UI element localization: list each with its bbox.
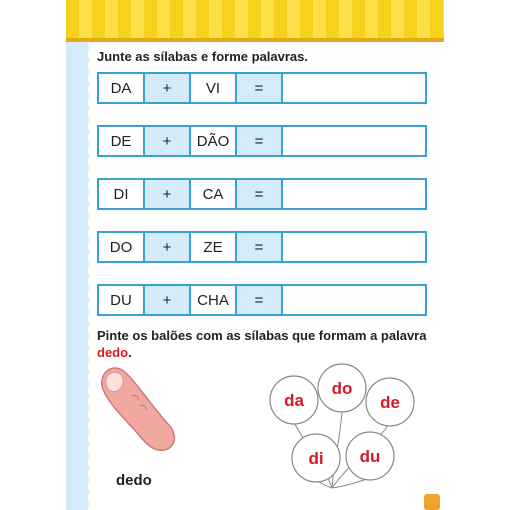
- syllable-2: ZE: [191, 233, 237, 261]
- answer-box[interactable]: [283, 286, 425, 314]
- instruction-1: Junte as sílabas e forme palavras.: [97, 49, 308, 64]
- answer-box[interactable]: [283, 233, 425, 261]
- syllable-2: VI: [191, 74, 237, 102]
- plus-sign: +: [145, 233, 191, 261]
- balloon-cluster: [262, 360, 422, 500]
- syllable-2: DÃO: [191, 127, 237, 155]
- syllable-1: DO: [99, 233, 145, 261]
- finger-illustration: [98, 362, 182, 456]
- syllable-1: DI: [99, 180, 145, 208]
- instruction-2: [97, 327, 427, 361]
- syllable-2: CHA: [191, 286, 237, 314]
- syllable-row: [97, 72, 427, 104]
- finger-label: dedo: [116, 472, 152, 489]
- equals-sign: =: [237, 127, 283, 155]
- page-number-badge: [424, 494, 440, 510]
- plus-sign: +: [145, 180, 191, 208]
- answer-box[interactable]: [283, 180, 425, 208]
- syllable-row: [97, 284, 427, 316]
- instruction-2-text: Pinte os balões com as sílabas que formam a palavra: [97, 328, 427, 343]
- equals-sign: =: [237, 180, 283, 208]
- syllable-row: [97, 231, 427, 263]
- answer-box[interactable]: [283, 127, 425, 155]
- instruction-2-period: .: [128, 345, 132, 360]
- syllable-row: [97, 125, 427, 157]
- target-word: dedo: [97, 345, 129, 360]
- finger-icon: [98, 362, 182, 456]
- balloons-svg: [262, 360, 422, 500]
- balloon-label: di: [308, 449, 324, 468]
- syllable-1: DU: [99, 286, 145, 314]
- equals-sign: =: [237, 286, 283, 314]
- syllable-1: DA: [99, 74, 145, 102]
- answer-box[interactable]: [283, 74, 425, 102]
- equals-sign: =: [237, 74, 283, 102]
- plus-sign: +: [145, 286, 191, 314]
- syllable-1: DE: [99, 127, 145, 155]
- plus-sign: +: [145, 74, 191, 102]
- plus-sign: +: [145, 127, 191, 155]
- balloon-label: da: [284, 391, 304, 410]
- syllable-2: CA: [191, 180, 237, 208]
- syllable-row: [97, 178, 427, 210]
- balloon-label: do: [331, 379, 353, 398]
- equals-sign: =: [237, 233, 283, 261]
- top-banner: [66, 0, 444, 42]
- balloon-label: du: [359, 447, 381, 466]
- scalloped-edge: [84, 42, 94, 510]
- balloon-label: de: [380, 393, 400, 412]
